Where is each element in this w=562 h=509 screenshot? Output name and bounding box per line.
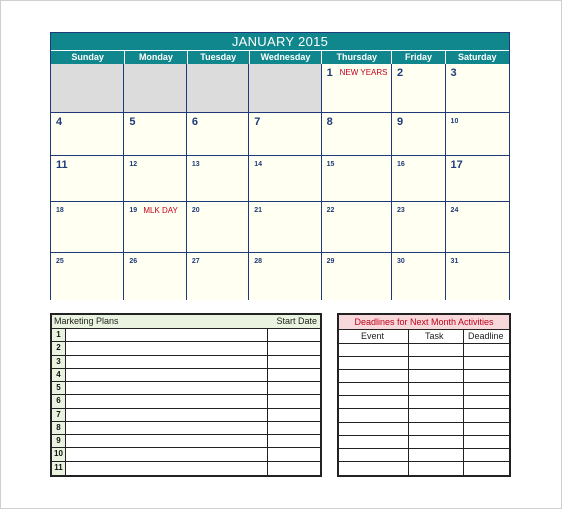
day-number: 27 bbox=[191, 258, 200, 265]
row-number: 5 bbox=[52, 382, 66, 394]
day-number: 13 bbox=[191, 161, 200, 168]
day-number: 3 bbox=[450, 67, 457, 79]
start-date-divider bbox=[267, 382, 268, 394]
calendar-day-cell bbox=[124, 156, 185, 201]
calendar-day-cell bbox=[446, 156, 509, 201]
marketing-plan-row bbox=[52, 422, 320, 435]
day-number: 4 bbox=[56, 116, 63, 128]
marketing-plan-row bbox=[52, 409, 320, 422]
row-number: 8 bbox=[52, 422, 66, 434]
start-date-divider bbox=[267, 342, 268, 354]
weekday-header-row bbox=[51, 50, 509, 64]
marketing-plan-row bbox=[52, 369, 320, 382]
event-column-header: Event bbox=[361, 331, 385, 341]
calendar-day-cell bbox=[51, 156, 123, 201]
calendar-day-cell bbox=[51, 202, 123, 252]
monthly-calendar bbox=[50, 32, 510, 300]
day-number: 19 bbox=[129, 207, 138, 214]
calendar-day-cell bbox=[392, 113, 445, 155]
row-number: 2 bbox=[52, 342, 66, 354]
day-number: 31 bbox=[450, 258, 459, 265]
calendar-day-cell bbox=[51, 253, 123, 300]
day-number: 6 bbox=[191, 116, 198, 128]
deadline-row bbox=[339, 396, 509, 409]
marketing-plan-row bbox=[52, 448, 320, 461]
weekday-header-saturday: Saturday bbox=[445, 51, 509, 64]
deadline-row bbox=[339, 344, 509, 357]
deadline-row bbox=[339, 370, 509, 383]
calendar-day-cell bbox=[187, 253, 248, 300]
weekday-header-monday: Monday bbox=[124, 51, 186, 64]
start-date-divider bbox=[267, 448, 268, 460]
calendar-day-cell bbox=[249, 253, 320, 300]
day-number: 7 bbox=[254, 116, 261, 128]
calendar-day-cell bbox=[124, 113, 185, 155]
calendar-day-cell bbox=[51, 113, 123, 155]
marketing-plans-table bbox=[50, 313, 322, 477]
weekday-header-sunday: Sunday bbox=[71, 52, 104, 62]
marketing-plan-row bbox=[52, 342, 320, 355]
marketing-plan-row bbox=[52, 395, 320, 408]
day-number: 8 bbox=[326, 116, 333, 128]
calendar-day-cell bbox=[446, 113, 509, 155]
marketing-plans-rows bbox=[52, 329, 320, 475]
deadline-row bbox=[339, 423, 509, 436]
calendar-day-cell bbox=[322, 113, 391, 155]
deadline-row bbox=[339, 436, 509, 449]
weekday-header-friday: Friday bbox=[391, 51, 444, 64]
day-number: 22 bbox=[326, 207, 335, 214]
row-number: 11 bbox=[52, 462, 66, 475]
deadline-column-header: Deadline bbox=[468, 331, 504, 341]
day-number: 14 bbox=[254, 161, 263, 168]
calendar-day-cell bbox=[124, 202, 185, 252]
day-number: 29 bbox=[326, 258, 335, 265]
day-number: 30 bbox=[397, 258, 405, 265]
day-number: 1 bbox=[326, 67, 333, 79]
marketing-plan-row bbox=[52, 462, 320, 475]
deadlines-rows bbox=[339, 344, 509, 475]
day-number: 9 bbox=[397, 116, 404, 128]
calendar-day-cell bbox=[322, 156, 391, 201]
calendar-day-cell bbox=[249, 156, 320, 201]
day-number: 26 bbox=[129, 258, 138, 265]
row-number: 9 bbox=[52, 435, 66, 447]
start-date-divider bbox=[267, 369, 268, 381]
calendar-day-cell bbox=[446, 202, 509, 252]
calendar-empty-cell bbox=[124, 64, 185, 112]
calendar-day-cell bbox=[392, 64, 445, 112]
calendar-day-cell bbox=[446, 253, 509, 300]
calendar-day-cell bbox=[124, 253, 185, 300]
day-number: 24 bbox=[450, 207, 459, 214]
day-number: 5 bbox=[129, 116, 136, 128]
deadlines-column-headers bbox=[339, 330, 509, 344]
day-number: 16 bbox=[397, 161, 405, 168]
marketing-plan-row bbox=[52, 329, 320, 342]
day-number: 10 bbox=[450, 118, 459, 125]
calendar-day-cell bbox=[187, 156, 248, 201]
start-date-header: Start Date bbox=[276, 316, 317, 326]
calendar-day-cell bbox=[322, 253, 391, 300]
deadline-row bbox=[339, 409, 509, 422]
start-date-divider bbox=[267, 462, 268, 475]
deadlines-table bbox=[337, 313, 511, 477]
calendar-empty-cell bbox=[187, 64, 248, 112]
marketing-plans-header bbox=[52, 315, 320, 329]
start-date-divider bbox=[267, 395, 268, 407]
marketing-plan-row bbox=[52, 382, 320, 395]
holiday-label: MLK DAY bbox=[143, 206, 178, 215]
calendar-title: JANUARY 2015 bbox=[51, 33, 509, 50]
row-number: 10 bbox=[52, 448, 66, 460]
deadline-row bbox=[339, 462, 509, 475]
calendar-day-cell bbox=[187, 113, 248, 155]
calendar-day-cell bbox=[392, 253, 445, 300]
day-number: 17 bbox=[450, 159, 463, 171]
day-number: 25 bbox=[56, 258, 64, 265]
day-number: 28 bbox=[254, 258, 263, 265]
calendar-day-cell bbox=[249, 113, 320, 155]
day-number: 21 bbox=[254, 207, 263, 214]
calendar-day-cell bbox=[392, 156, 445, 201]
row-number: 3 bbox=[52, 356, 66, 368]
deadline-row bbox=[339, 449, 509, 462]
calendar-day-cell bbox=[392, 202, 445, 252]
row-number: 1 bbox=[52, 329, 66, 341]
start-date-divider bbox=[267, 329, 268, 341]
task-column-header: Task bbox=[425, 331, 444, 341]
calendar-empty-cell bbox=[51, 64, 123, 112]
day-number: 23 bbox=[397, 207, 405, 214]
start-date-divider bbox=[267, 422, 268, 434]
calendar-day-cell bbox=[446, 64, 509, 112]
start-date-divider bbox=[267, 356, 268, 368]
weekday-header-wednesday: Wednesday bbox=[249, 51, 321, 64]
marketing-plan-row bbox=[52, 356, 320, 369]
day-number: 18 bbox=[56, 207, 64, 214]
row-number: 7 bbox=[52, 409, 66, 421]
day-number: 2 bbox=[397, 67, 404, 79]
calendar-empty-cell bbox=[249, 64, 320, 112]
start-date-divider bbox=[267, 435, 268, 447]
weekday-header-tuesday: Tuesday bbox=[187, 51, 249, 64]
weekday-header-thursday: Thursday bbox=[321, 51, 391, 64]
day-number: 11 bbox=[56, 159, 68, 171]
calendar-day-cell bbox=[249, 202, 320, 252]
row-number: 4 bbox=[52, 369, 66, 381]
day-number: 15 bbox=[326, 161, 335, 168]
holiday-label: NEW YEARS bbox=[339, 68, 388, 77]
deadlines-title: Deadlines for Next Month Activities bbox=[339, 315, 509, 330]
calendar-grid bbox=[51, 64, 509, 300]
deadline-row bbox=[339, 383, 509, 396]
deadline-row bbox=[339, 357, 509, 370]
row-number: 6 bbox=[52, 395, 66, 407]
calendar-day-cell bbox=[322, 64, 391, 112]
calendar-day-cell bbox=[322, 202, 391, 252]
day-number: 20 bbox=[191, 207, 200, 214]
start-date-divider bbox=[267, 409, 268, 421]
marketing-plan-row bbox=[52, 435, 320, 448]
day-number: 12 bbox=[129, 161, 138, 168]
calendar-day-cell bbox=[187, 202, 248, 252]
marketing-plans-title: Marketing Plans bbox=[54, 316, 119, 326]
